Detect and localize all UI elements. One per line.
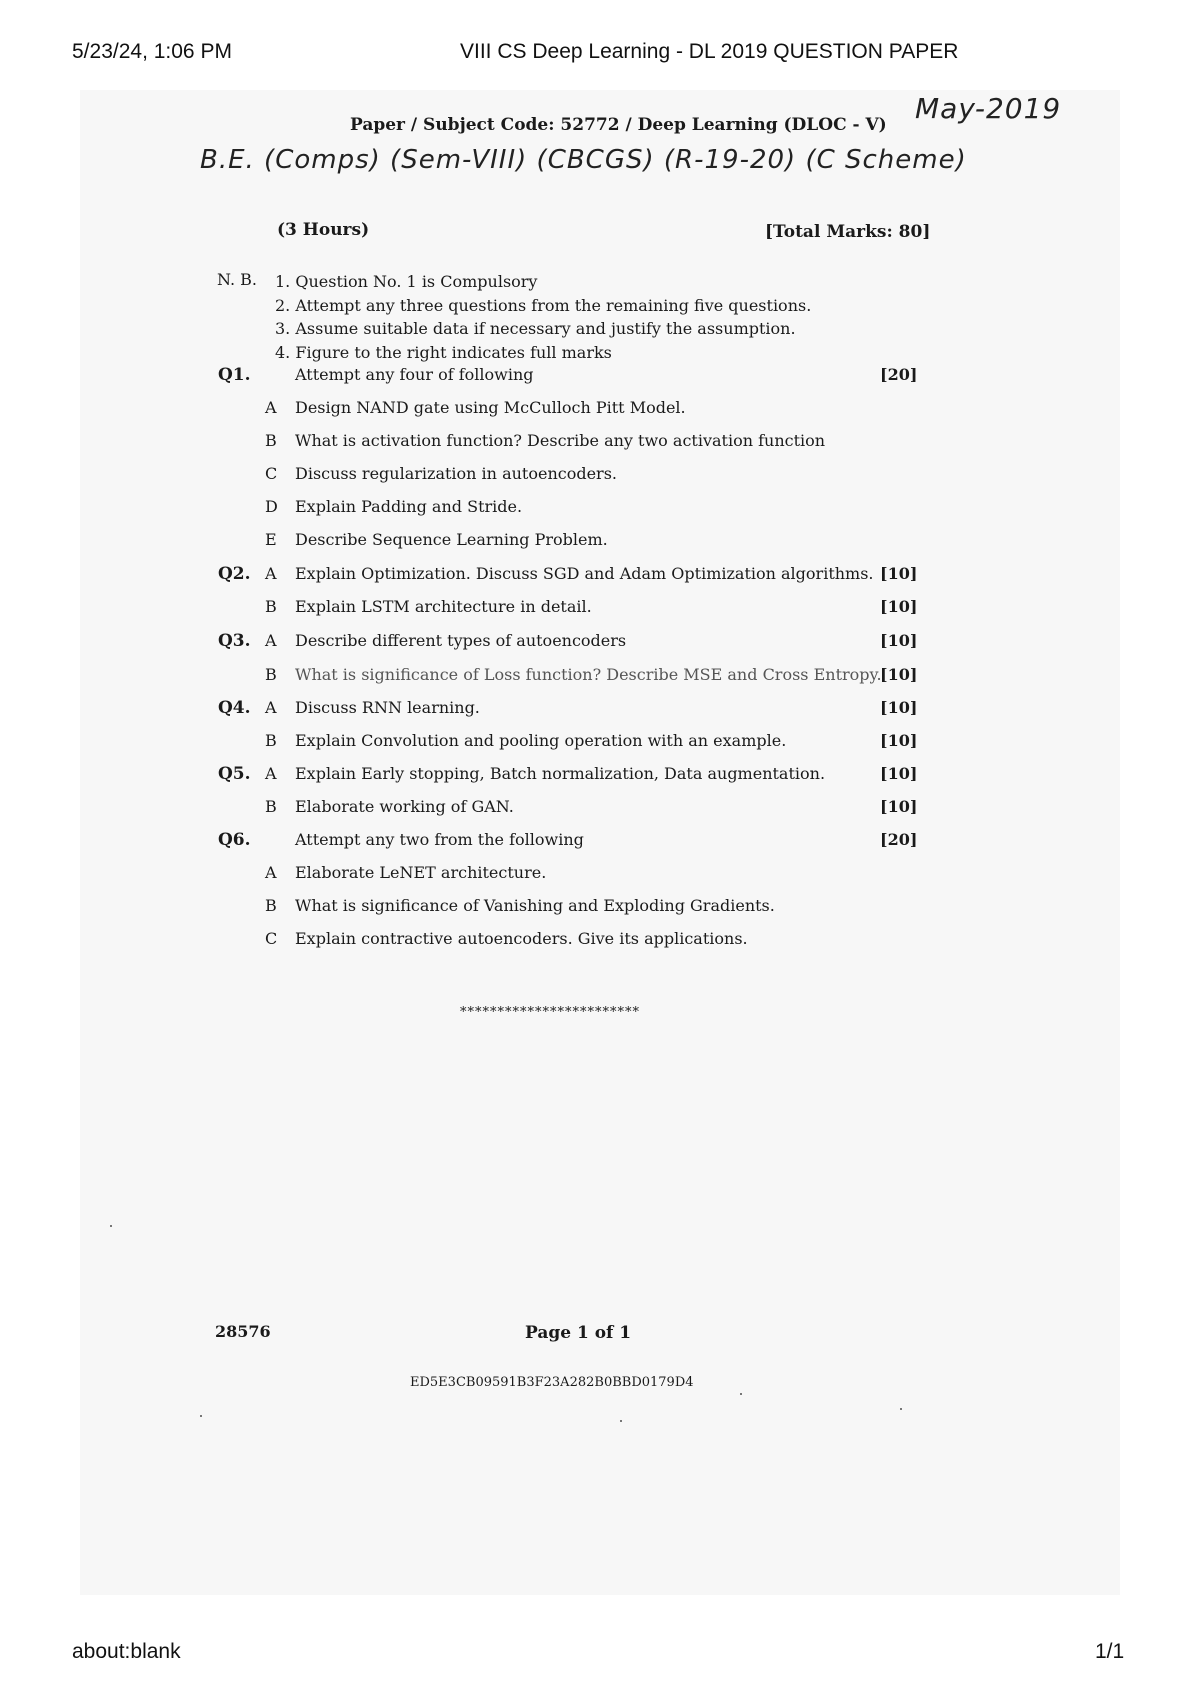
question-row	[80, 863, 1120, 889]
question-marks: [10]	[880, 665, 918, 684]
question-text: Attempt any two from the following	[295, 830, 584, 849]
question-row	[80, 797, 1120, 823]
question-marks: [10]	[880, 631, 918, 650]
question-marks: [10]	[880, 597, 918, 616]
question-number: Q2.	[218, 564, 251, 584]
instruction-item: 3. Assume suitable data if necessary and justify the assumption.	[275, 319, 796, 338]
question-marks: [10]	[880, 564, 918, 583]
instruction-item: 4. Figure to the right indicates full marks	[275, 342, 612, 362]
question-letter: A	[265, 863, 277, 882]
question-text: Describe Sequence Learning Problem.	[295, 530, 608, 549]
question-letter: B	[265, 731, 277, 750]
exam-duration: (3 Hours)	[277, 220, 370, 240]
question-marks: [10]	[880, 731, 918, 750]
paper-code-number: 28576	[215, 1322, 271, 1341]
question-letter: A	[265, 398, 277, 417]
question-text: Discuss regularization in autoencoders.	[295, 464, 617, 483]
question-text: Explain Padding and Stride.	[295, 497, 523, 516]
nb-label: N. B.	[217, 270, 257, 289]
page-url: about:blank	[72, 1640, 181, 1663]
question-text: Describe different types of autoencoders	[295, 631, 627, 650]
question-text: Design NAND gate using McCulloch Pitt Model.	[295, 398, 686, 417]
question-marks: [10]	[880, 698, 918, 717]
question-letter: A	[265, 764, 277, 783]
print-footer	[0, 1640, 1200, 1670]
question-letter: E	[265, 530, 277, 549]
question-marks: [10]	[880, 764, 918, 783]
question-letter: B	[265, 797, 277, 816]
question-row	[80, 631, 1120, 657]
document-hash: ED5E3CB09591B3F23A282B0BBD0179D4	[410, 1375, 694, 1390]
question-row	[80, 564, 1120, 590]
question-row	[80, 431, 1120, 457]
question-letter: B	[265, 896, 277, 915]
end-separator: ************************	[460, 1005, 640, 1020]
question-letter: A	[265, 564, 277, 583]
question-text: Explain Convolution and pooling operation with an example.	[295, 731, 787, 750]
question-row	[80, 731, 1120, 757]
scanned-page	[80, 90, 1120, 1595]
question-number: Q6.	[218, 830, 251, 850]
question-text: Discuss RNN learning.	[295, 698, 480, 717]
question-text: Attempt any four of following	[295, 365, 534, 384]
question-text: What is significance of Loss function? Describe MSE and Cross Entropy.	[295, 665, 882, 684]
question-row	[80, 497, 1120, 523]
instruction-item: 1. Question No. 1 is Compulsory	[275, 272, 538, 291]
question-row	[80, 896, 1120, 922]
question-text: Explain LSTM architecture in detail.	[295, 597, 592, 616]
question-text: What is activation function? Describe any two activation function	[295, 431, 826, 450]
question-letter: C	[265, 464, 278, 483]
total-marks: [Total Marks: 80]	[765, 222, 931, 242]
question-letter: B	[265, 665, 277, 684]
instruction-item: 2. Attempt any three questions from the remaining five questions.	[275, 295, 812, 315]
question-row	[80, 530, 1120, 556]
page-number: Page 1 of 1	[525, 1323, 632, 1343]
question-text: Explain Early stopping, Batch normalization, Data augmentation.	[295, 764, 826, 783]
print-datetime: 5/23/24, 1:06 PM	[72, 40, 232, 63]
print-header	[0, 40, 1200, 70]
question-letter: A	[265, 631, 277, 650]
question-text: Explain contractive autoencoders. Give its applications.	[295, 929, 748, 948]
question-number: Q3.	[218, 631, 251, 651]
question-number: Q5.	[218, 764, 251, 784]
question-marks: [20]	[880, 365, 918, 384]
paper-subject-code: Paper / Subject Code: 52772 / Deep Learning (DLOC - V)	[350, 115, 887, 135]
page-count: 1/1	[1095, 1640, 1125, 1663]
document-title: VIII CS Deep Learning - DL 2019 QUESTION PAPER	[460, 40, 959, 63]
question-row	[80, 464, 1120, 490]
question-number: Q1.	[218, 365, 251, 385]
question-letter: A	[265, 698, 277, 717]
question-text: What is significance of Vanishing and Exploding Gradients.	[295, 896, 775, 915]
question-row	[80, 764, 1120, 790]
question-number: Q4.	[218, 698, 251, 718]
question-row	[80, 929, 1120, 955]
instructions-list	[275, 270, 811, 364]
question-letter: C	[265, 929, 278, 948]
question-row	[80, 665, 1120, 691]
question-letter: B	[265, 431, 277, 450]
question-text: Elaborate LeNET architecture.	[295, 863, 547, 882]
question-row	[80, 830, 1120, 856]
question-row	[80, 597, 1120, 623]
handwritten-course-line: B.E. (Comps) (Sem-VIII) (CBCGS) (R-19-20) (C Scheme)	[200, 145, 967, 175]
question-letter: B	[265, 597, 277, 616]
handwritten-exam-date: May-2019	[915, 92, 1062, 125]
question-row	[80, 698, 1120, 724]
question-marks: [10]	[880, 797, 918, 816]
question-row	[80, 398, 1120, 424]
question-text: Elaborate working of GAN.	[295, 797, 514, 816]
question-marks: [20]	[880, 830, 918, 849]
question-letter: D	[265, 497, 278, 516]
question-row	[80, 365, 1120, 391]
question-text: Explain Optimization. Discuss SGD and Adam Optimization algorithms.	[295, 564, 874, 583]
